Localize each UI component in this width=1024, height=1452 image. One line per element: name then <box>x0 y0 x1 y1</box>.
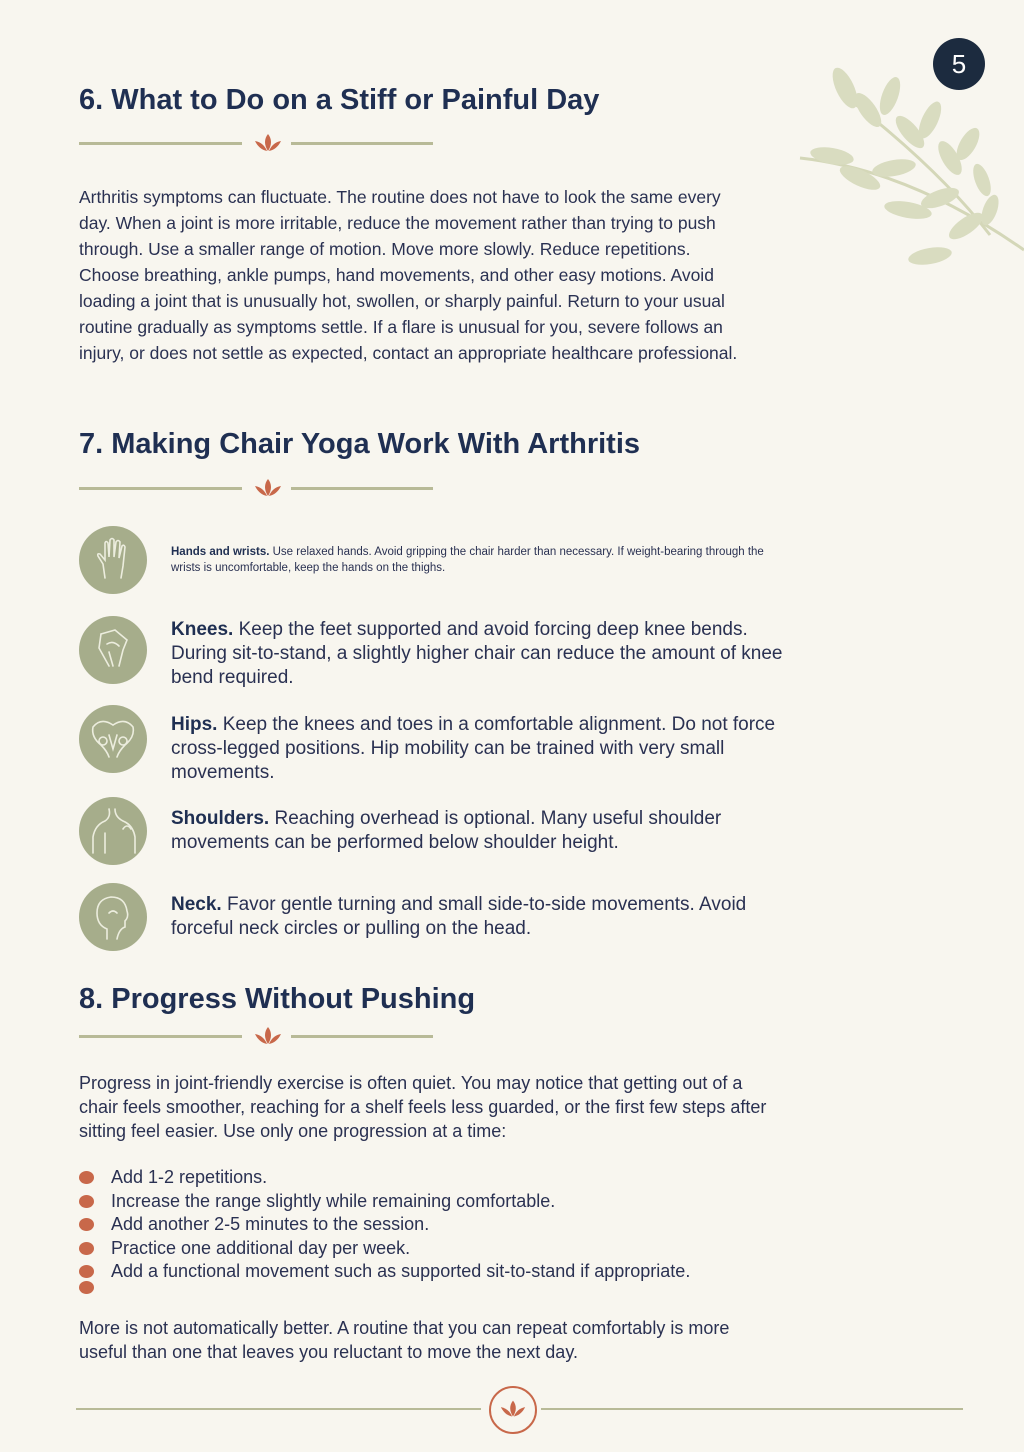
pelvis-icon <box>79 705 147 773</box>
bullet-icon <box>79 1281 94 1294</box>
joint-item-description: Keep the knees and toes in a comfortable alignment. Do not force cross-legged positions. Hip mobility can be trained with very small movements. <box>171 714 776 783</box>
joint-item-label: Neck. <box>171 894 222 915</box>
section-8-intro: Progress in joint-friendly exercise is often quiet. You may notice that getting out of a chair feels smoother, reaching for a shelf feels less guarded, or the first few steps after sitting feel easier. Use only one progression at a time: <box>79 1073 767 1141</box>
joint-item-text <box>171 713 796 785</box>
progression-list <box>79 1166 690 1284</box>
joint-item-description: Reaching overhead is optional. Many useful shoulder movements can be performed below shoulder height. <box>171 808 722 853</box>
joint-item-text <box>171 618 796 690</box>
lotus-icon <box>253 132 283 154</box>
joint-item-label: Hips. <box>171 714 218 735</box>
joint-item-neck <box>79 883 799 953</box>
section-7-divider <box>79 477 433 499</box>
footer-lotus-badge <box>489 1386 537 1434</box>
bullet-icon <box>79 1265 94 1278</box>
bullet-icon <box>79 1171 94 1184</box>
section-6-divider <box>79 132 433 154</box>
joint-item-text <box>171 893 796 941</box>
joint-item-shoulders <box>79 797 799 867</box>
head-neck-icon <box>79 883 147 951</box>
joint-item-description: Use relaxed hands. Avoid gripping the chair harder than necessary. If weight-bearing through the wrists is uncomfortable, keep the hands on the thighs. <box>171 546 764 574</box>
list-item: Add a functional movement such as supported sit-to-stand if appropriate. <box>79 1260 690 1284</box>
knee-icon <box>79 616 147 684</box>
joint-item-text <box>171 807 796 855</box>
joint-item-description: Keep the feet supported and avoid forcing deep knee bends. During sit-to-stand, a slightly higher chair can reduce the amount of knee bend required. <box>171 619 783 688</box>
bullet-icon <box>79 1242 94 1255</box>
section-7-heading: 7. Making Chair Yoga Work With Arthritis <box>79 428 641 460</box>
section-6-heading: 6. What to Do on a Stiff or Painful Day <box>79 84 600 116</box>
joint-item-knees <box>79 616 799 686</box>
section-8-heading: 8. Progress Without Pushing <box>79 983 476 1015</box>
bullet-icon <box>79 1195 94 1208</box>
footer-divider-right <box>541 1408 963 1410</box>
joint-item-hands <box>79 526 799 596</box>
list-item: Practice one additional day per week. <box>79 1237 690 1261</box>
joint-item-label: Knees. <box>171 619 234 640</box>
section-8-divider <box>79 1025 433 1047</box>
shoulder-icon <box>79 797 147 865</box>
list-item: Add 1-2 repetitions. <box>79 1166 690 1190</box>
section-6-body: Arthritis symptoms can fluctuate. The routine does not have to look the same every day. When a joint is more irritable, reduce the movement rather than trying to push through. Use a smaller range of motion. Move more slowly. Reduce repetitions. Choose breathing, ankle pumps, hand movements, and other easy motions. Avoid loading a joint that is unusually hot, swollen, or sharply painful. Return to your usual routine gradually as symptoms settle. If a flare is unusual for you, severe follows an injury, or does not settle as expected, contact an appropriate healthcare professional. <box>79 187 738 363</box>
joint-item-hips <box>79 705 799 783</box>
bullet-icon <box>79 1218 94 1231</box>
joint-item-text <box>171 544 791 576</box>
joint-item-description: Favor gentle turning and small side-to-side movements. Avoid forceful neck circles or pulling on the head. <box>171 894 747 939</box>
list-item: Add another 2-5 minutes to the session. <box>79 1213 690 1237</box>
lotus-icon <box>253 477 283 499</box>
lotus-icon <box>253 1025 283 1047</box>
joint-item-label: Hands and wrists. <box>171 546 270 558</box>
hand-icon <box>79 526 147 594</box>
footer-divider-left <box>76 1408 481 1410</box>
page-number-badge: 5 <box>933 38 985 90</box>
section-8-closing: More is not automatically better. A routine that you can repeat comfortably is more useful than one that leaves you reluctant to move the next day. <box>79 1318 730 1362</box>
joint-item-label: Shoulders. <box>171 808 270 829</box>
lotus-icon <box>499 1398 527 1420</box>
leaf-branch-icon <box>790 60 1024 280</box>
list-item: Increase the range slightly while remaining comfortable. <box>79 1190 690 1214</box>
